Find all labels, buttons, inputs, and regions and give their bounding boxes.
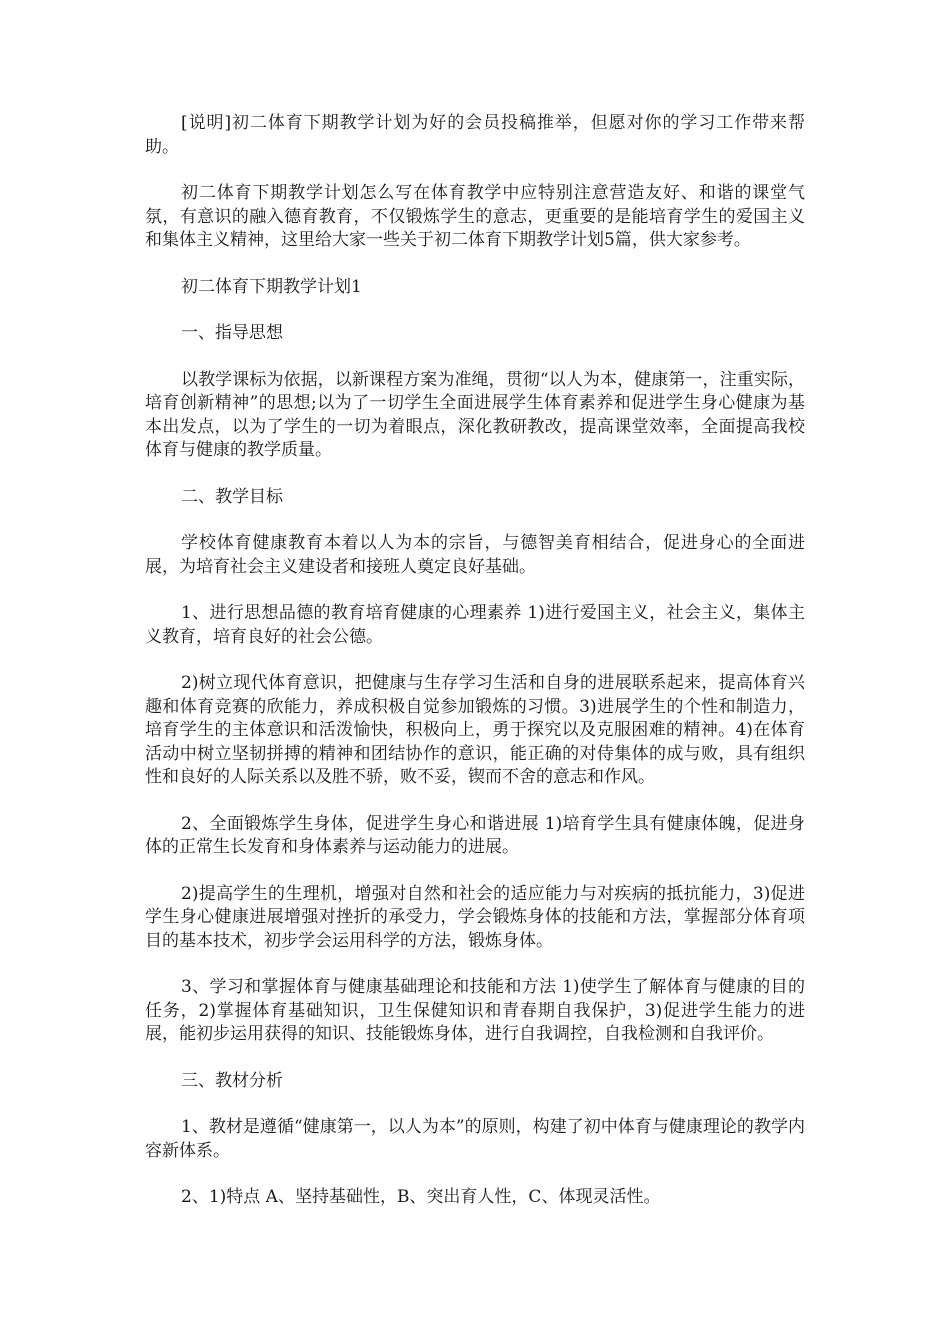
document-body: [145, 112, 805, 1233]
intro-note: [说明]初二体育下期教学计划为好的会员投稿推举，但愿对你的学习工作带来帮助。: [145, 113, 805, 157]
material-item-2: 2、1)特点 A、坚持基础性，B、突出育人性，C、体现灵活性。: [181, 1187, 661, 1207]
section-heading-material-analysis: 三、教材分析: [181, 1070, 283, 1091]
plan-title: 初二体育下期教学计划1: [181, 276, 362, 297]
teaching-goals-paragraph: 学校体育健康教育本着以人为本的宗旨，与德智美育相结合，促进身心的全面进展，为培育社会主义建设者和接班人奠定良好基础。: [145, 533, 805, 577]
section-heading-guiding-thought: 一、指导思想: [181, 323, 283, 343]
goal-item-1-details: 2)树立现代体育意识，把健康与生存学习生活和自身的进展联系起来，提高体育兴趣和体育竞赛的欣能力，养成积极自觉参加锻炼的习惯。3)进展学生的个性和制造力，培育学生的主体意识和活泼愉快，积极向上，勇于探究以及克服困难的精神。4)在体育活动中树立坚韧拼搏的精神和团结协作的意识，能正确的对侍集体的成与败，具有组织性和良好的人际关系以及胜不骄，败不妥，锲而不舍的意志和作风。: [145, 673, 805, 787]
goal-item-1: 1、进行思想品德的教育培育健康的心理素养 1)进行爱国主义，社会主义，集体主义教育，培育良好的社会公德。: [145, 603, 805, 647]
material-item-1: 1、教材是遵循“健康第一，以人为本”的原则，构建了初中体育与健康理论的教学内容新体系。: [145, 1117, 805, 1161]
goal-item-2: 2、全面锻炼学生身体，促进学生身心和谐进展 1)培育学生具有健康体魄，促进身体的正常生长发育和身体素养与运动能力的进展。: [145, 813, 805, 857]
goal-item-2-details: 2)提高学生的生理机，增强对自然和社会的适应能力与对疾病的抵抗能力，3)促进学生身心健康进展增强对挫折的承受力，学会锻炼身体的技能和方法，掌握部分体育项目的基本技术，初步学会运用科学的方法，锻炼身体。: [145, 883, 805, 951]
intro-paragraph: 初二体育下期教学计划怎么写在体育教学中应特别注意营造友好、和谐的课堂气氛，有意识的融入德育教育，不仅锻炼学生的意志，更重要的是能培育学生的爱国主义和集体主义精神，这里给大家一些关于初二体育下期教学计划5篇，供大家参考。: [145, 183, 805, 250]
guiding-thought-paragraph: 以教学课标为依据，以新课程方案为准绳，贯彻“以人为本，健康第一，注重实际，培育创新精神”的思想;以为了一切学生全面进展学生体育素养和促进学生身心健康为基本出发点，以为了学生的一切为着眼点，深化教研教改，提高课堂效率，全面提高我校体育与健康的教学质量。: [145, 369, 805, 460]
section-heading-teaching-goals: 二、教学目标: [181, 486, 283, 507]
goal-item-3: 3、学习和掌握体育与健康基础理论和技能和方法 1)使学生了解体育与健康的目的任务，2)掌握体育基础知识，卫生保健知识和青春期自我保护，3)促进学生能力的进展，能初步运用获得的知识、技能锻炼身体，进行自我调控，自我检测和自我评价。: [145, 977, 805, 1044]
